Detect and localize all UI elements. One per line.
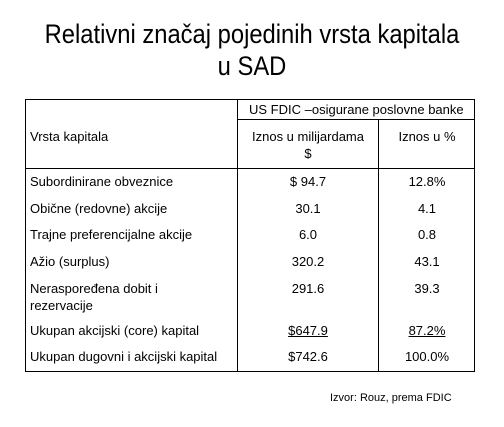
table-row-label: Ukupan akcijski (core) kapital — [30, 323, 200, 338]
col-amount-header-line1: Iznos u milijardama — [252, 129, 364, 144]
title-line-2: u SAD — [217, 51, 287, 81]
group-header: US FDIC –osigurane poslovne banke — [249, 102, 464, 117]
table-row-amount: $742.6 — [288, 349, 328, 364]
table-row-pct: 43.1 — [414, 254, 440, 269]
table-row-amount: 30.1 — [295, 201, 321, 216]
table-divider-group — [237, 119, 474, 120]
table-row-label: Obične (redovne) akcije — [30, 201, 168, 216]
table-row-label: Ukupan dugovni i akcijski kapital — [30, 349, 218, 364]
page-title — [30, 18, 474, 82]
table-row-label-line1: Neraspoređena dobit i — [30, 281, 158, 296]
table-row-pct — [379, 323, 475, 338]
table-row-pct: 39.3 — [414, 281, 440, 296]
capital-table — [25, 99, 475, 372]
table-row-label: Subordinirane obveznice — [30, 174, 174, 189]
source-note: Izvor: Rouz, prema FDIC — [330, 392, 452, 404]
table-row-amount: 320.2 — [291, 254, 325, 269]
underlined-amount: $647.9 — [288, 323, 328, 338]
col-pct-header: Iznos u % — [398, 129, 456, 144]
col-amount-header-line2: $ — [304, 146, 312, 161]
table-row-label-line2: rezervacije — [30, 298, 93, 313]
table-row-pct: 0.8 — [417, 227, 437, 242]
table-row-amount: 291.6 — [291, 281, 325, 296]
table-row-pct: 4.1 — [417, 201, 437, 216]
table-divider-header — [26, 168, 474, 169]
table-row-amount: 6.0 — [298, 227, 318, 242]
table-row-label: Ažio (surplus) — [30, 254, 110, 269]
underlined-pct: 87.2% — [408, 323, 446, 338]
title-line-1: Relativni značaj pojedinih vrsta kapitala — [44, 19, 460, 49]
table-row-amount — [238, 323, 378, 338]
table-row-amount: $ 94.7 — [289, 174, 327, 189]
table-row-pct: 12.8% — [408, 174, 446, 189]
table-row-label: Trajne preferencijalne akcije — [30, 227, 193, 242]
table-row-pct: 100.0% — [404, 349, 450, 364]
col-label-header: Vrsta kapitala — [30, 129, 109, 144]
